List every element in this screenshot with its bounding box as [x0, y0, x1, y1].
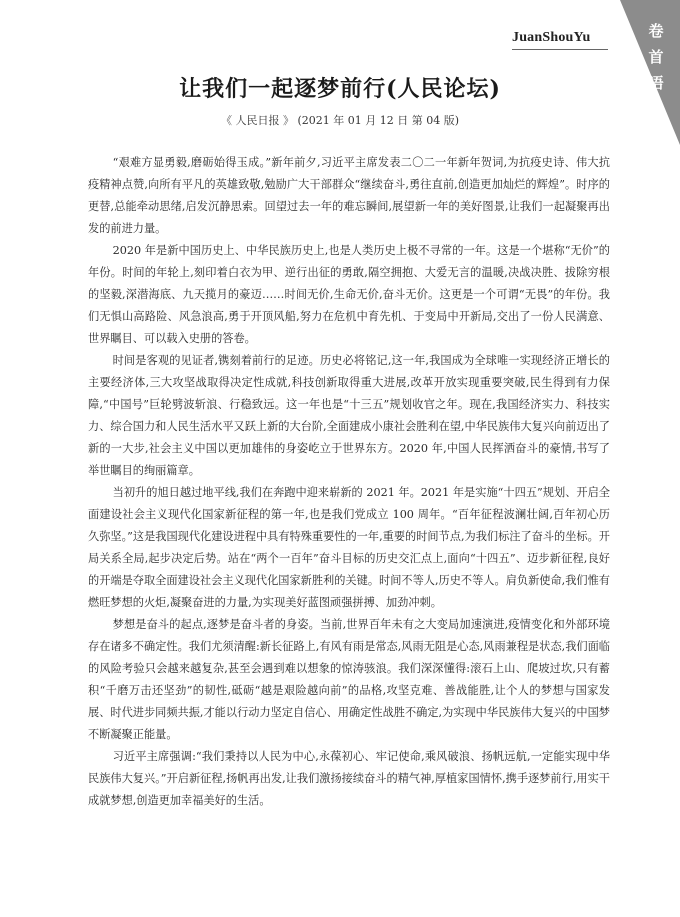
brand-label: JuanShouYu — [512, 30, 591, 45]
paragraph: 时间是客观的见证者,镌刻着前行的足迹。历史必将铭记,这一年,我国成为全球唯一实现经济正增长的主要经济体,三大攻坚战取得决定性成就,科技创新取得重大进展,改革开放实现重要突破,民生得到有力保障,“中国号”巨轮劈波斩浪、行稳致远。这一年也是“十三五”规划收官之年。现在,我国经济实力、科技实力、综合国力和人民生活水平又跃上新的大台阶,全面建成小康社会胜利在望,中华民族伟大复兴向前迈出了新的一大步,社会主义中国以更加雄伟的身姿屹立于世界东方。2020 年,中国人民挥洒奋斗的豪情,书写了举世瞩目的绚丽篇章。 — [88, 354, 610, 477]
article-source: 《 人民日报 》 (2021 年 01 月 12 日 第 04 版) — [220, 114, 460, 127]
article-title: 让我们一起逐梦前行(人民论坛) — [179, 76, 501, 102]
corner-label: 卷首语 — [648, 22, 664, 92]
paragraph: 习近平主席强调:“我们秉持以人民为中心,永葆初心、牢记使命,乘风破浪、扬帆远航,一定能实现中华民族伟大复兴。”开启新征程,扬帆再出发,让我们激扬接续奋斗的精气神,厚植家国情怀,携手逐梦前行,用实干成就梦想,创造更加幸福美好的生活。 — [88, 750, 610, 807]
paragraph: 2020 年是新中国历史上、中华民族历史上,也是人类历史上极不寻常的一年。这是一个堪称“无价”的年份。时间的年轮上,刻印着白衣为甲、逆行出征的勇敢,隔空拥抱、大爱无言的温暖,决战决胜、拔除穷根的坚毅,深潜海底、九天揽月的豪迈……时间无价,生命无价,奋斗无价。这更是一个可谓“无畏”的年份。我们无惧山高路险、风急浪高,勇于开顶风船,努力在危机中育先机、于变局中开新局,交出了一份人民满意、世界瞩目、可以载入史册的答卷。 — [88, 244, 610, 345]
paragraph: 梦想是奋斗的起点,逐梦是奋斗者的身姿。当前,世界百年未有之大变局加速演进,疫情变化和外部环境存在诸多不确定性。我们尤须清醒:新长征路上,有风有雨是常态,风雨无阻是心态,风雨兼程是状态,我们面临的风险考验只会越来越复杂,甚至会遇到难以想象的惊涛骇浪。我们深深懂得:滚石上山、爬坡过坎,只有蓄积“千磨万击还坚劲”的韧性,砥砺“越是艰险越向前”的品格,攻坚克难、善战能胜,让个人的梦想与国家发展、时代进步同频共振,才能以行动力坚定自信心、用确定性战胜不确定,为实现中华民族伟大复兴的中国梦不断凝聚正能量。 — [88, 618, 610, 741]
brand-divider — [512, 49, 608, 50]
paragraph: “艰难方显勇毅,磨砺始得玉成。”新年前夕,习近平主席发表二〇二一年新年贺词,为抗疫史诗、伟大抗疫精神点赞,向所有平凡的英雄致敬,勉励广大干部群众“继续奋斗,勇往直前,创造更加灿烂的辉煌”。时序的更替,总能牵动思绪,启发沉静思索。回望过去一年的难忘瞬间,展望新一年的美好图景,让我们一起凝聚再出发的前进力量。 — [88, 156, 610, 235]
paragraph: 当初升的旭日越过地平线,我们在奔跑中迎来崭新的 2021 年。2021 年是实施“十四五”规划、开启全面建设社会主义现代化国家新征程的第一年,也是我们党成立 100 周年。“百年征程波澜壮阔,百年初心历久弥坚。”这是我国现代化建设进程中具有特殊重要性的一年,重要的时间节点,为我们标注了奋斗的坐标。开局关系全局,起步决定后势。站在“两个一百年”奋斗目标的历史交汇点上,面向“十四五”、迈步新征程,良好的开端是夺取全面建设社会主义现代化国家新胜利的关键。时间不等人,历史不等人。肩负新使命,我们惟有燃旺梦想的火炬,凝聚奋进的力量,为实现美好蓝图顽强拼搏、加劲冲刺。 — [88, 486, 610, 609]
article-body — [88, 152, 610, 812]
